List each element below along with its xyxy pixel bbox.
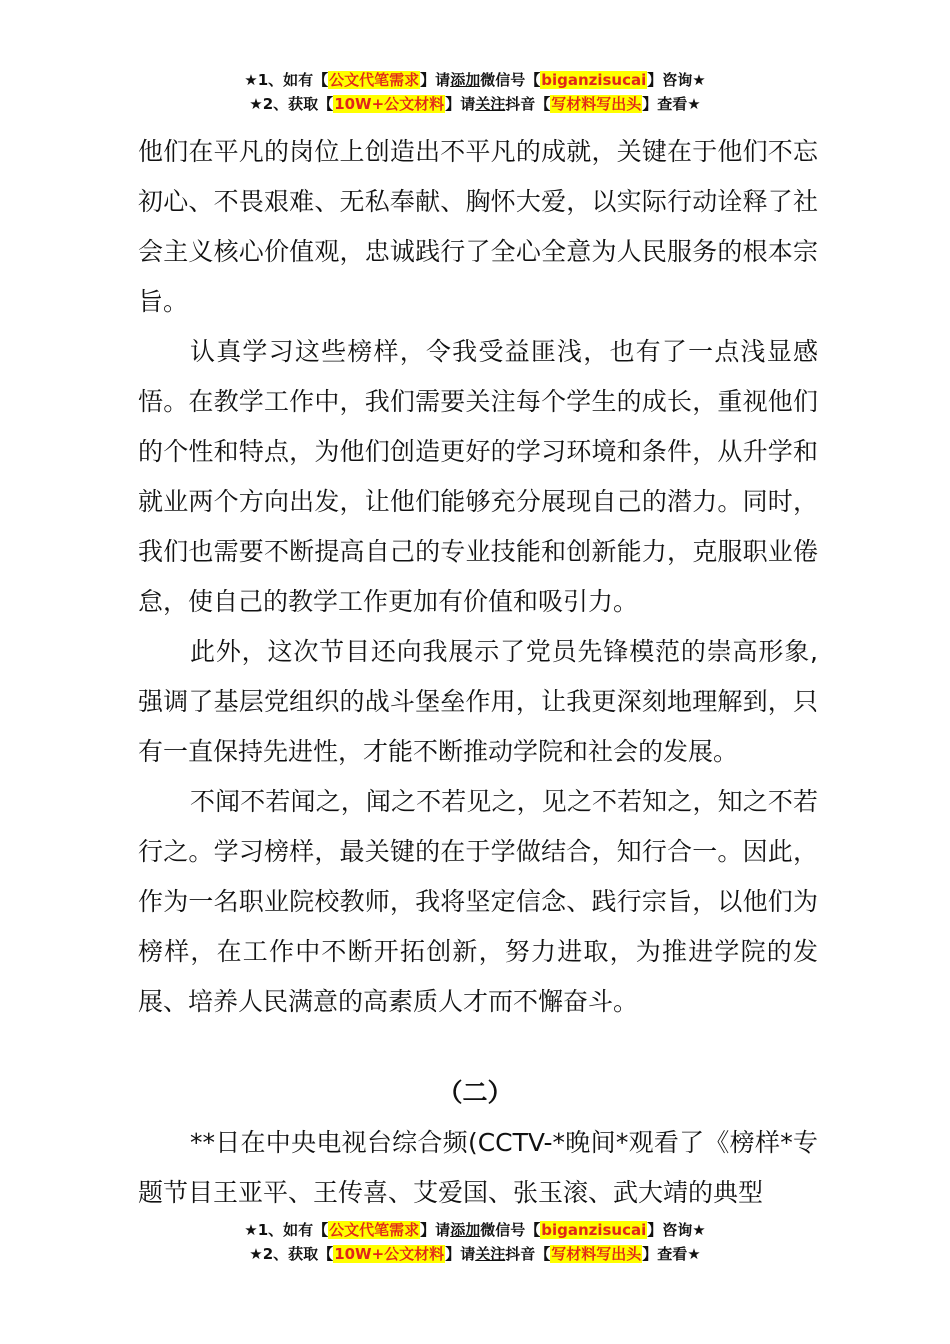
highlight-text: 公文代笔需求	[329, 71, 420, 89]
banner-line-2: ★2、获取【10W+公文材料】请关注抖音【写材料写出头】查看★	[249, 1245, 701, 1263]
paragraph-2: 认真学习这些榜样，令我受益匪浅，也有了一点浅显感悟。在教学工作中，我们需要关注每个学生的成长，重视他们的个性和特点，为他们创造更好的学习环境和条件，从升学和就业两个方向出发，让他们能够充分展现自己的潜力。同时，我们也需要不断提高自己的专业技能和创新能力，克服职业倦怠，使自己的教学工作更加有价值和吸引力。	[138, 337, 818, 616]
highlight-text: 10W+公文材料	[334, 1245, 445, 1263]
douyin-id: 写材料写出头	[551, 1245, 642, 1263]
paragraph-1: 他们在平凡的岗位上创造出不平凡的成就，关键在于他们不忘初心、不畏艰难、无私奉献、胸怀大爱，以实际行动诠释了社会主义核心价值观，忠诚践行了全心全意为人民服务的根本宗旨。	[138, 137, 818, 316]
paragraph-4: 不闻不若闻之，闻之不若见之，见之不若知之，知之不若行之。学习榜样，最关键的在于学做结合，知行合一。因此，作为一名职业院校教师，我将坚定信念、践行宗旨，以他们为榜样，在工作中不断开拓创新，努力进取，为推进学院的发展、培养人民满意的高素质人才而不懈奋斗。	[138, 787, 818, 1016]
douyin-id: 写材料写出头	[551, 95, 642, 113]
wechat-id: biganzisucai	[541, 71, 647, 89]
banner-line-1: ★1、如有【公文代笔需求】请添加微信号【biganzisucai】咨询★	[244, 1221, 706, 1239]
top-banner	[0, 68, 950, 116]
banner-line-1: ★1、如有【公文代笔需求】请添加微信号【biganzisucai】咨询★	[244, 71, 706, 89]
paragraph-3: 此外，这次节目还向我展示了党员先锋模范的崇高形象,强调了基层党组织的战斗堡垒作用，让我更深刻地理解到，只有一直保持先进性，才能不断推动学院和社会的发展。	[138, 637, 818, 766]
banner-line-2: ★2、获取【10W+公文材料】请关注抖音【写材料写出头】查看★	[249, 95, 701, 113]
bottom-banner	[0, 1218, 950, 1266]
document-body-section-2	[138, 1118, 818, 1218]
section-heading: （二）	[437, 1078, 513, 1107]
highlight-text: 10W+公文材料	[334, 95, 445, 113]
document-body	[138, 127, 818, 1027]
wechat-id: biganzisucai	[541, 1221, 647, 1239]
paragraph-5: **日在中央电视台综合频(CCTV-*晚间*观看了《榜样*专题节目王亚平、王传喜、艾爱国、张玉滚、武大靖的典型	[138, 1128, 818, 1207]
highlight-text: 公文代笔需求	[329, 1221, 420, 1239]
